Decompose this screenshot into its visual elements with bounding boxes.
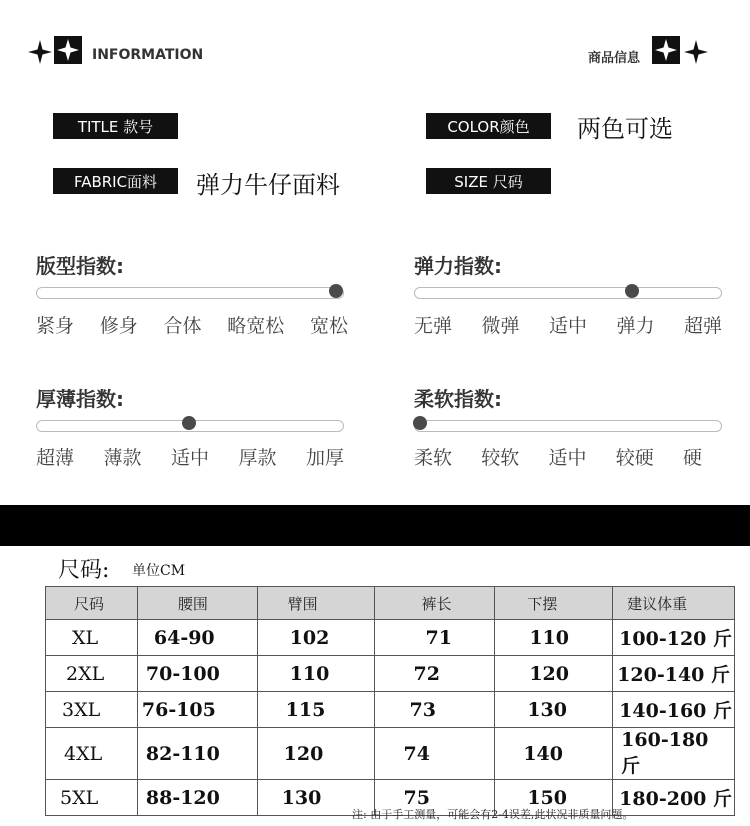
fit-index-knob <box>329 284 343 298</box>
scale-label: 适中 <box>548 315 587 337</box>
scale-label: 超弹 <box>683 315 722 337</box>
table-cell: 140 <box>495 728 613 780</box>
table-cell: 150 <box>495 780 613 816</box>
table-cell: 140-160 斤 <box>613 692 735 728</box>
color-label: COLOR颜色 <box>426 113 551 139</box>
table-cell: 74 <box>375 728 495 780</box>
column-header: 臂围 <box>257 587 375 620</box>
size-chart-unit: 单位CM <box>132 563 186 579</box>
stretch-index-knob <box>625 284 639 298</box>
table-cell: 73 <box>375 692 495 728</box>
table-cell: 115 <box>257 692 375 728</box>
table-cell: 110 <box>495 620 613 656</box>
table-cell: 110 <box>257 656 375 692</box>
scale-label: 微弹 <box>481 315 520 337</box>
table-cell: 130 <box>495 692 613 728</box>
title-label: TITLE 款号 <box>53 113 178 139</box>
scale-label: 宽松 <box>309 315 348 337</box>
column-header: 尺码 <box>46 587 138 620</box>
table-row <box>46 656 735 692</box>
measurement-note: 注: 由于手工测量，可能会有2-4误差,此状况非质量问题。 <box>352 808 634 821</box>
size-chart-title: 尺码: <box>58 558 110 583</box>
softness-index-title: 柔软指数: <box>414 387 502 411</box>
table-cell: 130 <box>257 780 375 816</box>
thickness-index-title: 厚薄指数: <box>36 387 124 411</box>
table-cell: 72 <box>375 656 495 692</box>
table-cell: 102 <box>257 620 375 656</box>
scale-label: 无弹 <box>414 315 453 337</box>
table-cell: XL <box>46 620 138 656</box>
scale-label: 厚款 <box>238 447 277 469</box>
table-cell: 100-120 斤 <box>613 620 735 656</box>
section-divider <box>0 505 750 546</box>
column-header: 裤长 <box>375 587 495 620</box>
table-cell: 5XL <box>46 780 138 816</box>
sparkle-icon-right <box>684 40 708 64</box>
fit-index-title: 版型指数: <box>36 254 124 278</box>
scale-label: 柔软 <box>414 447 453 469</box>
scale-label: 适中 <box>548 447 587 469</box>
column-header: 下摆 <box>495 587 613 620</box>
table-cell: 120 <box>257 728 375 780</box>
table-cell: 3XL <box>46 692 138 728</box>
fabric-value: 弹力牛仔面料 <box>196 171 340 199</box>
table-cell: 2XL <box>46 656 138 692</box>
scale-label: 适中 <box>170 447 209 469</box>
table-cell: 82-110 <box>137 728 257 780</box>
softness-index-scale <box>414 443 702 470</box>
size-label: SIZE 尺码 <box>426 168 551 194</box>
table-row <box>46 728 735 780</box>
fit-index-scale <box>36 311 348 338</box>
table-cell: 120 <box>495 656 613 692</box>
thickness-index-scale <box>36 443 344 470</box>
fit-index-track <box>36 287 344 299</box>
table-cell: 4XL <box>46 728 138 780</box>
table-header-row <box>46 587 735 620</box>
stretch-index-scale <box>414 311 722 338</box>
scale-label: 修身 <box>99 315 138 337</box>
table-cell: 76-105 <box>137 692 257 728</box>
table-row <box>46 620 735 656</box>
scale-label: 紧身 <box>36 315 75 337</box>
scale-label: 较软 <box>481 447 520 469</box>
scale-label: 硬 <box>682 447 702 469</box>
scale-label: 加厚 <box>305 447 344 469</box>
color-value: 两色可选 <box>577 115 673 143</box>
sparkle-icon <box>28 40 52 64</box>
table-row <box>46 692 735 728</box>
sparkle-box-icon <box>54 36 82 64</box>
scale-label: 合体 <box>163 315 202 337</box>
scale-label: 薄款 <box>103 447 142 469</box>
fabric-label: FABRIC面料 <box>53 168 178 194</box>
stretch-index-title: 弹力指数: <box>414 254 502 278</box>
column-header: 建议体重 <box>613 587 735 620</box>
scale-label: 较硬 <box>615 447 654 469</box>
sparkle-box-icon-right <box>652 36 680 64</box>
table-cell: 71 <box>375 620 495 656</box>
table-cell: 75 <box>375 780 495 816</box>
table-cell: 120-140 斤 <box>613 656 735 692</box>
table-cell: 70-100 <box>137 656 257 692</box>
table-cell: 160-180 斤 <box>613 728 735 780</box>
table-cell: 64-90 <box>137 620 257 656</box>
column-header: 腰围 <box>137 587 257 620</box>
scale-label: 弹力 <box>616 315 655 337</box>
table-cell: 180-200 斤 <box>613 780 735 816</box>
product-info-heading: 商品信息 <box>588 51 641 66</box>
size-table <box>45 586 735 816</box>
scale-label: 略宽松 <box>227 315 285 337</box>
info-heading: INFORMATION <box>92 47 204 63</box>
softness-index-knob <box>413 416 427 430</box>
scale-label: 超薄 <box>36 447 75 469</box>
softness-index-track <box>414 420 722 432</box>
stretch-index-track <box>414 287 722 299</box>
thickness-index-knob <box>182 416 196 430</box>
table-cell: 88-120 <box>137 780 257 816</box>
